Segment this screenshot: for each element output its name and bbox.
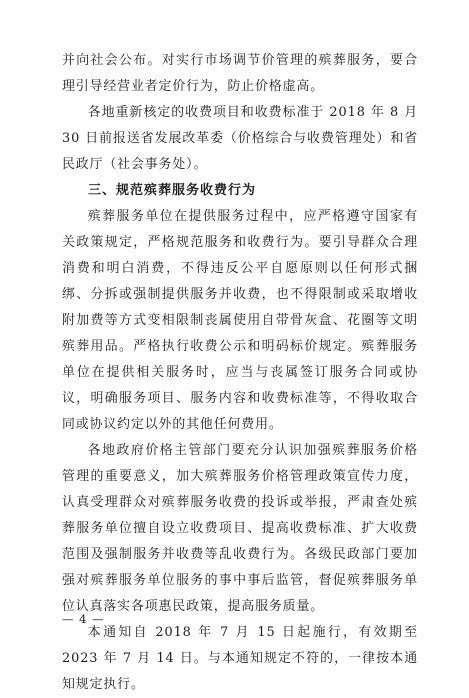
section-heading: 三、规范殡葬服务收费行为 <box>88 183 257 198</box>
paragraph-effective-date: 本通知自 2018 年 7 月 15 日起施行，有效期至 2023 年 7 月 14 日。与本通知规定不符的，一律按本通知规定执行。 <box>62 625 418 692</box>
paragraph-service-conduct: 殡葬服务单位在提供服务过程中，应严格遵守国家有关政策规定，严格规范服务和收费行为。要引导群众合理消费和明白消费，不得违反公平自愿原则以任何形式捆绑、分拆或强制提供服务并收费，也不得限制或采取增收附加费等方式变相限制丧属使用自带骨灰盒、花圈等文明殡葬用品。严格执行收费公示和明码标价规定。殡葬服务单位在提供相关服务时，应当与丧属签订服务合同或协议，明确服务项目、服务内容和收费标准等，不得收取合同或协议约定以外的其他任何费用。 <box>62 209 418 432</box>
paragraph-supervision: 各地政府价格主管部门要充分认识加强殡葬服务价格管理的重要意义，加大殡葬服务价格管理政策宣传力度，认真受理群众对殡葬服务收费的投诉或举报，严肃查处殡葬服务单位擅自设立收费项目、提高收费标准、扩大收费范围及强制服务并收费等乱收费行为。各级民政部门要加强对殡葬服务单位服务的事中事后监管，督促殡葬服务单位认真落实各项惠民政策，提高服务质量。 <box>62 443 418 614</box>
page-number: — 4 — <box>62 612 105 626</box>
document-body <box>62 48 418 698</box>
paragraph-submission-deadline: 各地重新核定的收费项目和收费标准于 2018 年 8 月 30 日前报送省发展改革委（价格综合与收费管理处）和省民政厅（社会事务处）。 <box>62 105 418 172</box>
paragraph-continued: 并向社会公布。对实行市场调节价管理的殡葬服务，要合理引导经营业者定价行为，防止价格虚高。 <box>62 53 418 94</box>
